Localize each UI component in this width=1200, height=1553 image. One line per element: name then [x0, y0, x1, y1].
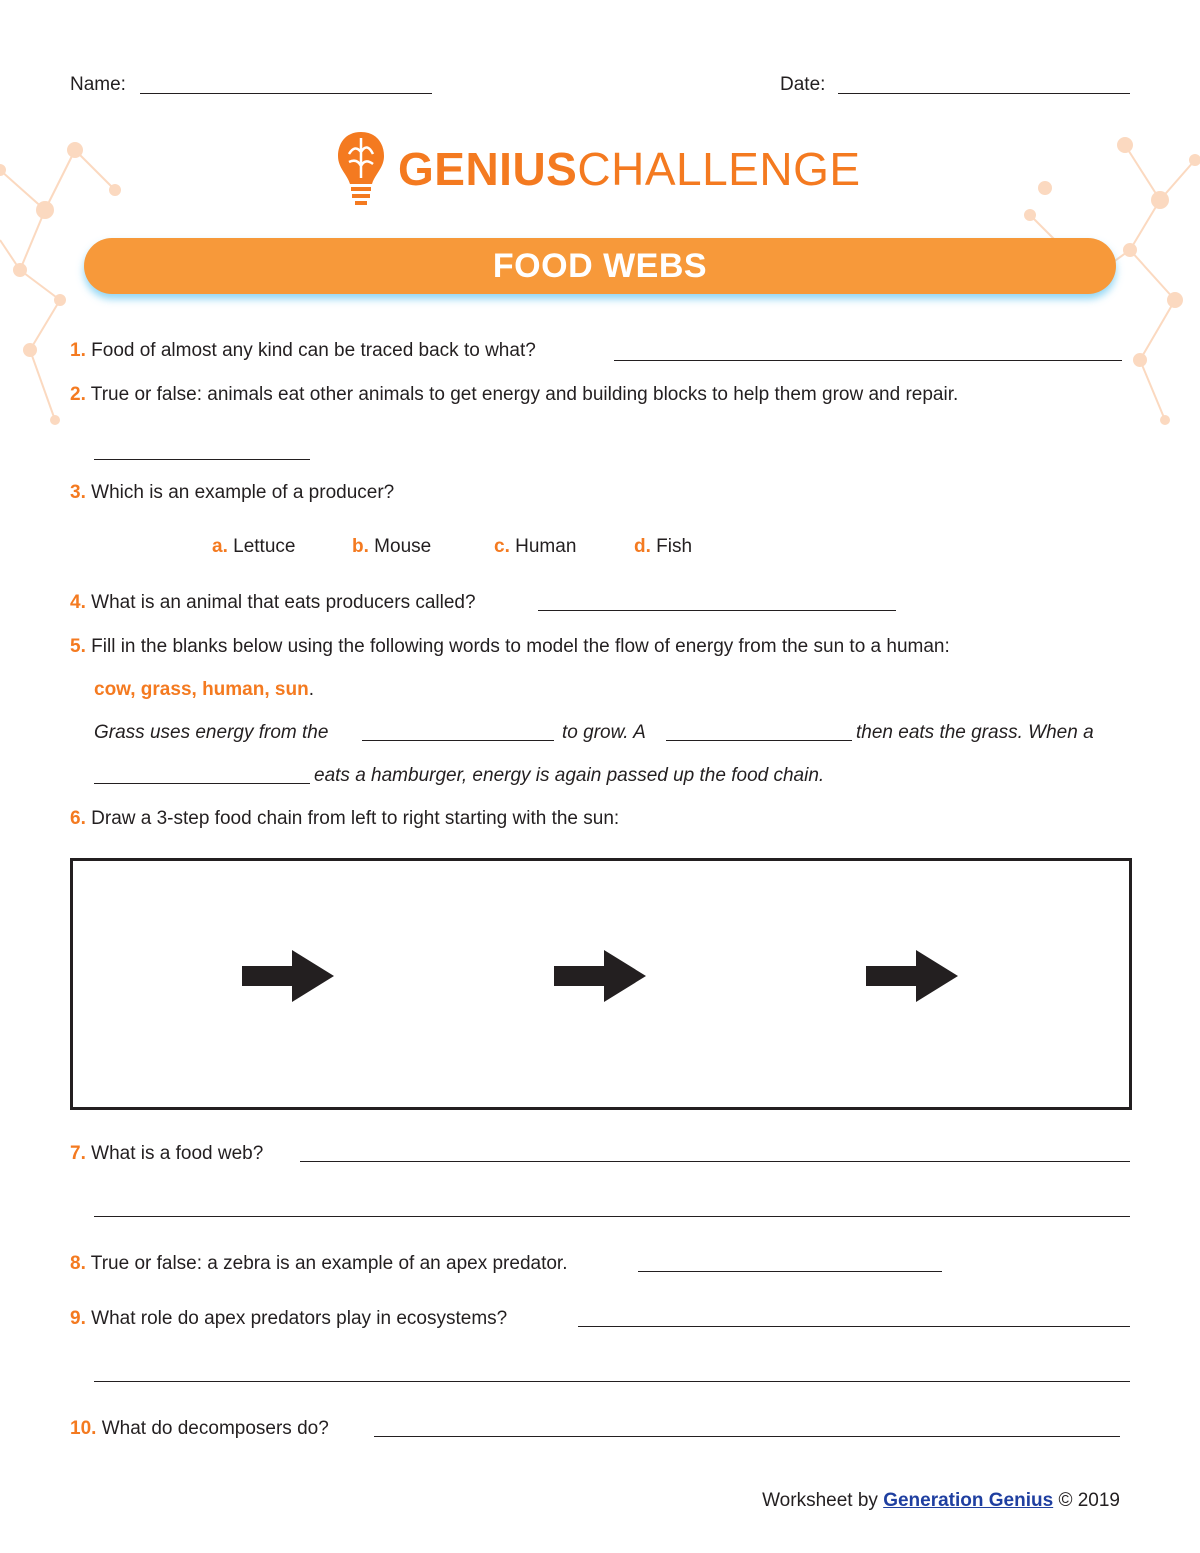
word-bank	[94, 679, 314, 701]
option-d[interactable]	[634, 536, 692, 558]
footer-prefix: Worksheet by	[762, 1490, 878, 1511]
question-1	[70, 340, 536, 362]
option-letter: c.	[494, 536, 510, 557]
question-text: What do decomposers do?	[101, 1418, 329, 1439]
option-letter: d.	[634, 536, 651, 557]
question-text: Food of almost any kind can be traced back to what?	[91, 340, 536, 361]
answer-line-7a[interactable]	[300, 1161, 1130, 1162]
answer-line-4[interactable]	[538, 610, 896, 611]
question-4	[70, 592, 476, 614]
option-letter: a.	[212, 536, 228, 557]
question-text: Which is an example of a producer?	[91, 482, 395, 503]
option-a[interactable]	[212, 536, 295, 558]
word-bank-period: .	[308, 679, 314, 700]
question-number: 7.	[70, 1143, 86, 1164]
question-number: 6.	[70, 808, 86, 829]
option-c[interactable]	[494, 536, 576, 558]
question-3	[70, 482, 394, 504]
answer-line-8[interactable]	[638, 1271, 942, 1272]
option-text: Lettuce	[233, 536, 296, 557]
question-text: What is an animal that eats producers called?	[91, 592, 476, 613]
lightbulb-brain-icon	[335, 128, 387, 208]
question-9	[70, 1308, 507, 1330]
answer-line-7b[interactable]	[94, 1216, 1130, 1217]
question-5	[70, 636, 950, 658]
question-10	[70, 1418, 329, 1440]
question-6	[70, 808, 619, 830]
page-title: FOOD WEBS	[84, 238, 1116, 294]
fill-sentence-part2: to grow. A	[562, 722, 646, 743]
question-text: What role do apex predators play in ecosystems?	[91, 1308, 508, 1329]
date-label: Date:	[780, 74, 826, 95]
question-number: 4.	[70, 592, 86, 613]
arrow-right-icon	[242, 950, 336, 1002]
question-number: 3.	[70, 482, 86, 503]
answer-line-10[interactable]	[374, 1436, 1120, 1437]
option-text: Mouse	[374, 536, 432, 557]
arrow-right-icon	[866, 950, 960, 1002]
question-7	[70, 1143, 263, 1165]
blank-sun[interactable]	[362, 740, 554, 741]
blank-human[interactable]	[94, 783, 310, 784]
answer-line-9b[interactable]	[94, 1381, 1130, 1382]
footer-copyright: © 2019	[1058, 1490, 1120, 1511]
option-text: Fish	[656, 536, 693, 557]
question-number: 10.	[70, 1418, 97, 1439]
logo-light-text: CHALLENGE	[577, 143, 861, 195]
fill-sentence-part1: Grass uses energy from the	[94, 722, 329, 743]
option-letter: b.	[352, 536, 369, 557]
fill-sentence-part3: then eats the grass. When a	[856, 722, 1094, 743]
blank-cow[interactable]	[666, 740, 852, 741]
answer-line-2[interactable]	[94, 459, 310, 460]
question-text: Fill in the blanks below using the following words to model the flow of energy from the sun to a human:	[91, 636, 950, 657]
logo-bold-text: GENIUS	[398, 143, 578, 195]
question-number: 2.	[70, 384, 86, 405]
name-label: Name:	[70, 74, 126, 95]
arrow-right-icon	[554, 950, 648, 1002]
question-2	[70, 384, 958, 406]
date-field[interactable]	[838, 93, 1130, 94]
answer-line-1[interactable]	[614, 360, 1122, 361]
question-number: 9.	[70, 1308, 86, 1329]
question-number: 1.	[70, 340, 86, 361]
word-bank-words: cow, grass, human, sun	[94, 679, 309, 700]
generation-genius-link[interactable]: Generation Genius	[883, 1490, 1054, 1511]
question-8	[70, 1253, 567, 1275]
answer-line-9a[interactable]	[578, 1326, 1130, 1327]
option-text: Human	[515, 536, 577, 557]
option-b[interactable]	[352, 536, 431, 558]
genius-challenge-logo	[398, 142, 861, 196]
question-text: What is a food web?	[91, 1143, 264, 1164]
question-text: True or false: a zebra is an example of an apex predator.	[90, 1253, 568, 1274]
question-text: True or false: animals eat other animals to get energy and building blocks to help them grow and repair.	[90, 384, 959, 405]
question-number: 8.	[70, 1253, 86, 1274]
question-text: Draw a 3-step food chain from left to right starting with the sun:	[91, 808, 620, 829]
fill-sentence-part4: eats a hamburger, energy is again passed up the food chain.	[314, 765, 825, 786]
footer-credit	[762, 1490, 1120, 1512]
name-field[interactable]	[140, 93, 432, 94]
question-number: 5.	[70, 636, 86, 657]
